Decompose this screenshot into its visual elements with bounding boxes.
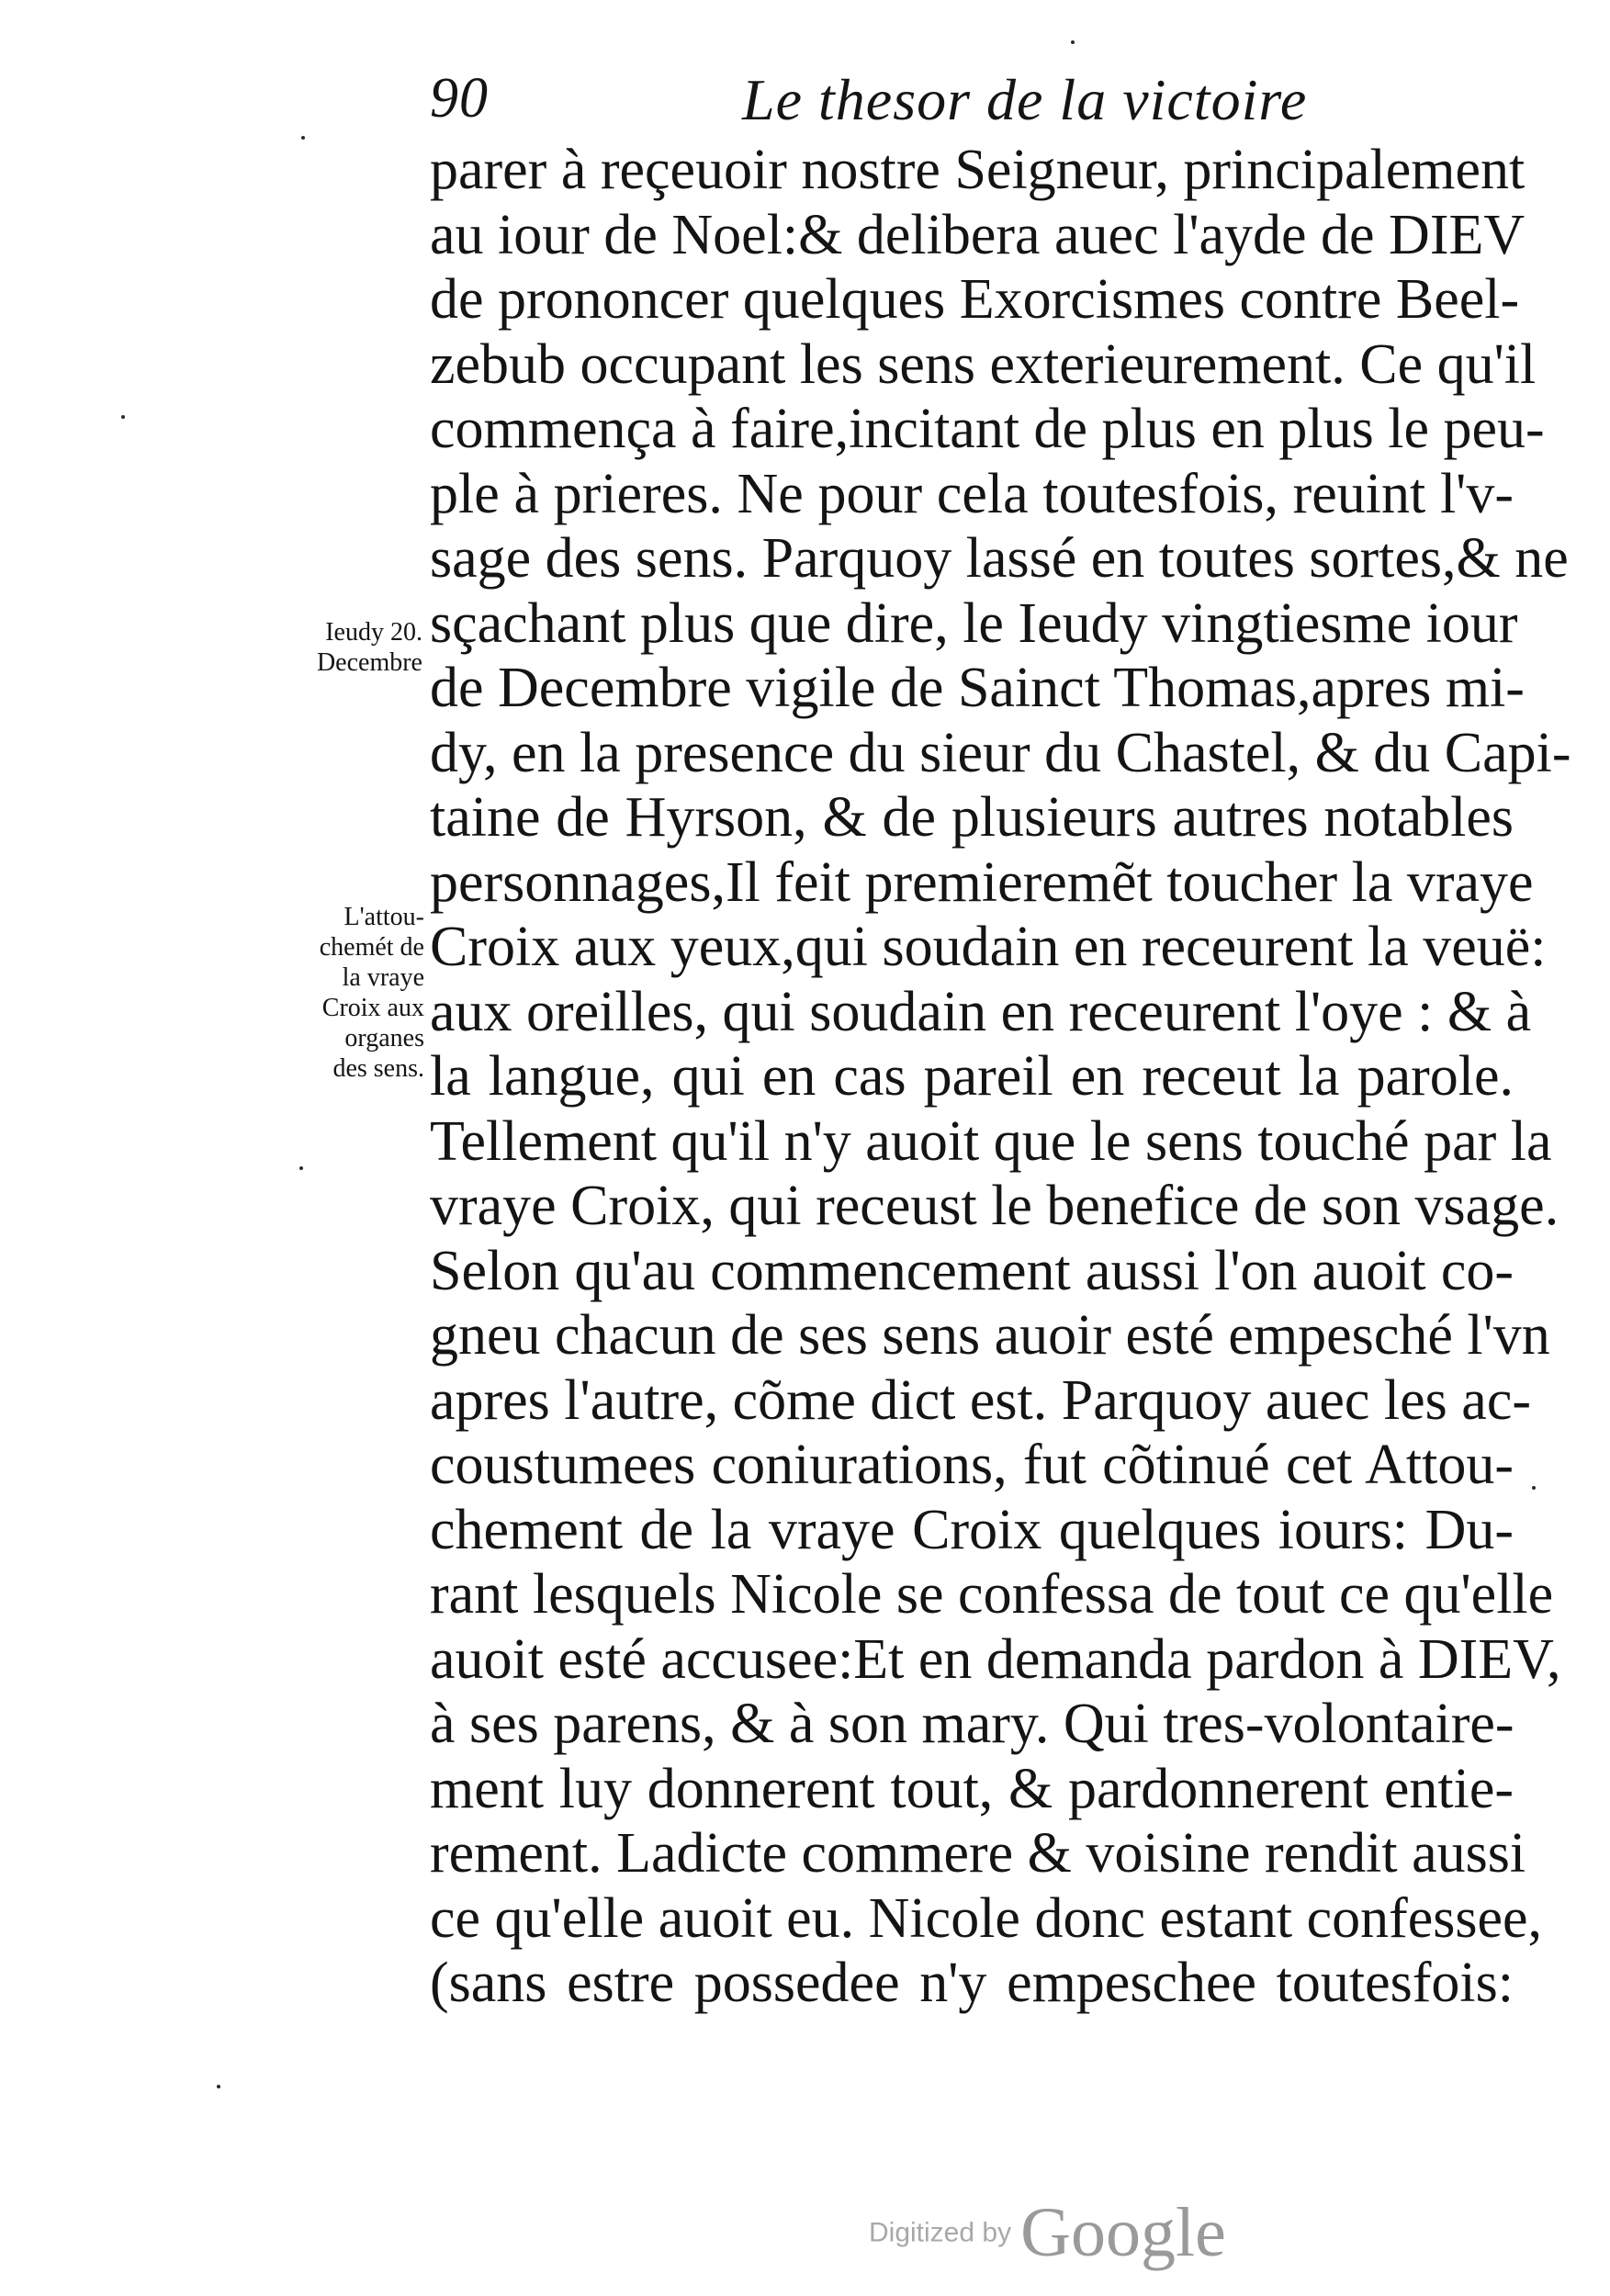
text-line: Tellement qu'il n'y auoit que le sens touché par la (430, 1109, 1552, 1173)
text-line: apres l'autre, cõme dict est. Parquoy auec les ac- (430, 1368, 1531, 1432)
text-line: gneu chacun de ses sens auoir esté empesché l'vn (430, 1304, 1550, 1367)
text-line: de prononcer quelques Exorcismes contre Beel- (430, 268, 1520, 331)
text-line: zebub occupant les sens exterieurement. Ce qu'il (430, 332, 1537, 396)
text-line: aux oreilles, qui soudain en receurent l'oye : & à (430, 980, 1532, 1043)
page-number: 90 (430, 67, 489, 129)
margin-note-line: la vraye (342, 963, 424, 992)
text-line: ce qu'elle auoit eu. Nicole donc estant confessee, (430, 1886, 1543, 1950)
text-line: sage des sens. Parquoy lassé en toutes sortes,& ne (430, 527, 1569, 590)
running-title: Le thesor de la victoire (742, 67, 1308, 132)
text-line: vraye Croix, qui receust le benefice de son vsage. (430, 1175, 1559, 1237)
text-line: auoit esté accusee:Et en demanda pardon à DIEV, (430, 1627, 1561, 1691)
margin-note-line: Decembre (316, 648, 422, 677)
ink-speck (1071, 40, 1075, 44)
running-head (430, 66, 1308, 149)
text-line: la langue, qui en cas pareil en receut la parole. (430, 1045, 1514, 1108)
digitized-by-watermark (869, 2193, 1226, 2273)
text-line: rant lesquels Nicole se confessa de tout ce qu'elle (430, 1563, 1554, 1626)
text-line: (sans estre possedee n'y empeschee toutesfois: (430, 1952, 1514, 2014)
margin-note-line: Croix aux (321, 994, 424, 1022)
margin-note-line: Ieudy 20. (325, 618, 422, 647)
body-text (430, 138, 1571, 2016)
text-line: parer à reçeuoir nostre Seigneur, principalement (430, 139, 1526, 201)
text-line: taine de Hyrson, & de plusieurs autres notables (430, 786, 1514, 849)
ink-speck (1532, 1486, 1536, 1490)
text-line: de Decembre vigile de Sainct Thomas,apres mi- (430, 657, 1525, 719)
digitized-by-label: Digitized by (869, 2217, 1012, 2248)
text-line: coustumees coniurations, fut cõtinué cet Attou- (430, 1434, 1514, 1496)
ink-speck (121, 415, 125, 419)
margin-note-line: chemét de (319, 933, 424, 962)
text-line: personnages,Il feit premieremẽt toucher la vraye (430, 850, 1534, 914)
ink-speck (217, 2085, 220, 2088)
margin-note-line: L'attou- (343, 903, 424, 931)
google-logo: Google (1020, 2194, 1226, 2271)
text-line: sçachant plus que dire, le Ieudy vingtiesme iour (430, 591, 1518, 655)
text-line: au iour de Noel:& delibera auec l'ayde de DIEV (430, 203, 1526, 266)
text-line: ple à prieres. Ne pour cela toutesfois, reuint l'v- (430, 462, 1514, 525)
text-line: ment luy donnerent tout, & pardonnerent entie- (430, 1757, 1514, 1820)
text-line: Selon qu'au commencement aussi l'on auoit co- (430, 1239, 1514, 1302)
margin-note-line: des sens. (332, 1054, 424, 1083)
margin-note-date (255, 617, 422, 678)
text-line: rement. Ladicte commere & voisine rendit aussi (430, 1822, 1526, 1885)
text-line: dy, en la presence du sieur du Chastel, & du Capi- (430, 721, 1571, 784)
text-line: commença à faire,incitant de plus en plus le peu- (430, 398, 1545, 460)
margin-note-cross (241, 902, 424, 1084)
text-line: à ses parens, & à son mary. Qui tres-volontaire- (430, 1693, 1514, 1755)
ink-speck (301, 136, 305, 140)
ink-speck (299, 1166, 303, 1170)
margin-note-line: organes (344, 1024, 424, 1052)
text-line: chement de la vraye Croix quelques iours: Du- (430, 1498, 1514, 1561)
text-line: Croix aux yeux,qui soudain en receurent la veuë: (430, 916, 1547, 978)
